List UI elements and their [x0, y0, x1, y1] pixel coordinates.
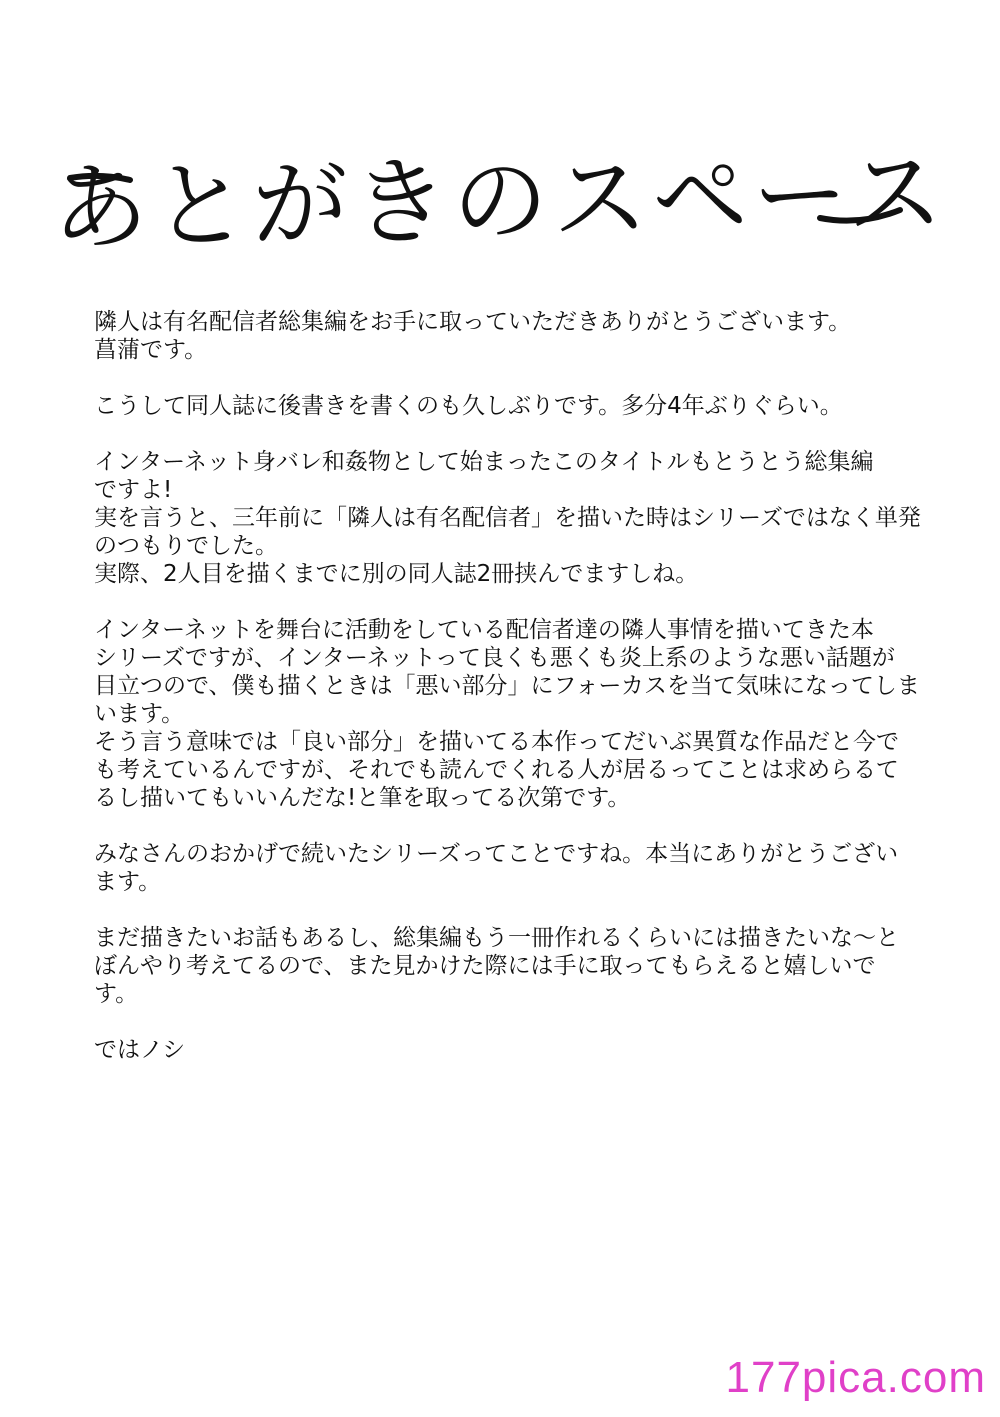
- page-title: [51, 118, 949, 268]
- text-line: も考えているんですが、それでも読んでくれる人が居るってことは求めらるて: [94, 757, 899, 783]
- text-line: こうして同人誌に後書きを書くのも久しぶりです。多分4年ぶりぐらい。: [94, 393, 843, 419]
- paragraph-1: [94, 308, 914, 364]
- text-line: るし描いてもいいんだな!と筆を取ってる次第です。: [94, 785, 631, 811]
- text-line: います。: [94, 701, 185, 727]
- text-line: まだ描きたいお話もあるし、総集編もう一冊作れるくらいには描きたいな～と: [94, 925, 899, 951]
- paragraph-6: [94, 924, 914, 1008]
- text-line: 隣人は有名配信者総集編をお手に取っていただきありがとうございます。: [94, 309, 852, 335]
- text-line: ではノシ: [94, 1037, 186, 1063]
- text-line: す。: [94, 981, 139, 1007]
- paragraph-2: [94, 392, 914, 420]
- text-line: インターネット身バレ和姦物として始まったこのタイトルもとうとう総集編: [94, 449, 874, 475]
- text-line: インターネットを舞台に活動をしている配信者達の隣人事情を描いてきた本: [94, 617, 874, 643]
- paragraph-3: [94, 448, 921, 588]
- text-line: 菖蒲です。: [94, 337, 208, 363]
- paragraph-5: [94, 840, 914, 896]
- text-line: のつもりでした。: [94, 533, 278, 559]
- text-line: みなさんのおかげで続いたシリーズってことですね。本当にありがとうござい: [94, 841, 899, 867]
- watermark-text: 177pica.com: [725, 1353, 986, 1402]
- text-line: そう言う意味では「良い部分」を描いてる本作ってだいぶ異質な作品だと今で: [94, 729, 899, 755]
- title-text: あとがきのスペース: [51, 136, 949, 265]
- paragraph-4: [94, 616, 920, 812]
- text-line: ます。: [94, 869, 162, 895]
- afterword-body: [94, 308, 921, 1092]
- text-line: シリーズですが、インターネットって良くも悪くも炎上系のような悪い話題が: [94, 645, 895, 671]
- text-line: 目立つので、僕も描くときは「悪い部分」にフォーカスを当て気味になってしま: [94, 673, 920, 699]
- text-line: 実を言うと、三年前に「隣人は有名配信者」を描いた時はシリーズではなく単発: [94, 505, 921, 531]
- text-line: ですよ!: [94, 477, 173, 503]
- paragraph-7: [94, 1036, 914, 1064]
- text-line: ぼんやり考えてるので、また見かけた際には手に取ってもらえると嬉しいで: [94, 953, 876, 979]
- text-line: 実際、2人目を描くまでに別の同人誌2冊挟んでますしね。: [94, 561, 699, 587]
